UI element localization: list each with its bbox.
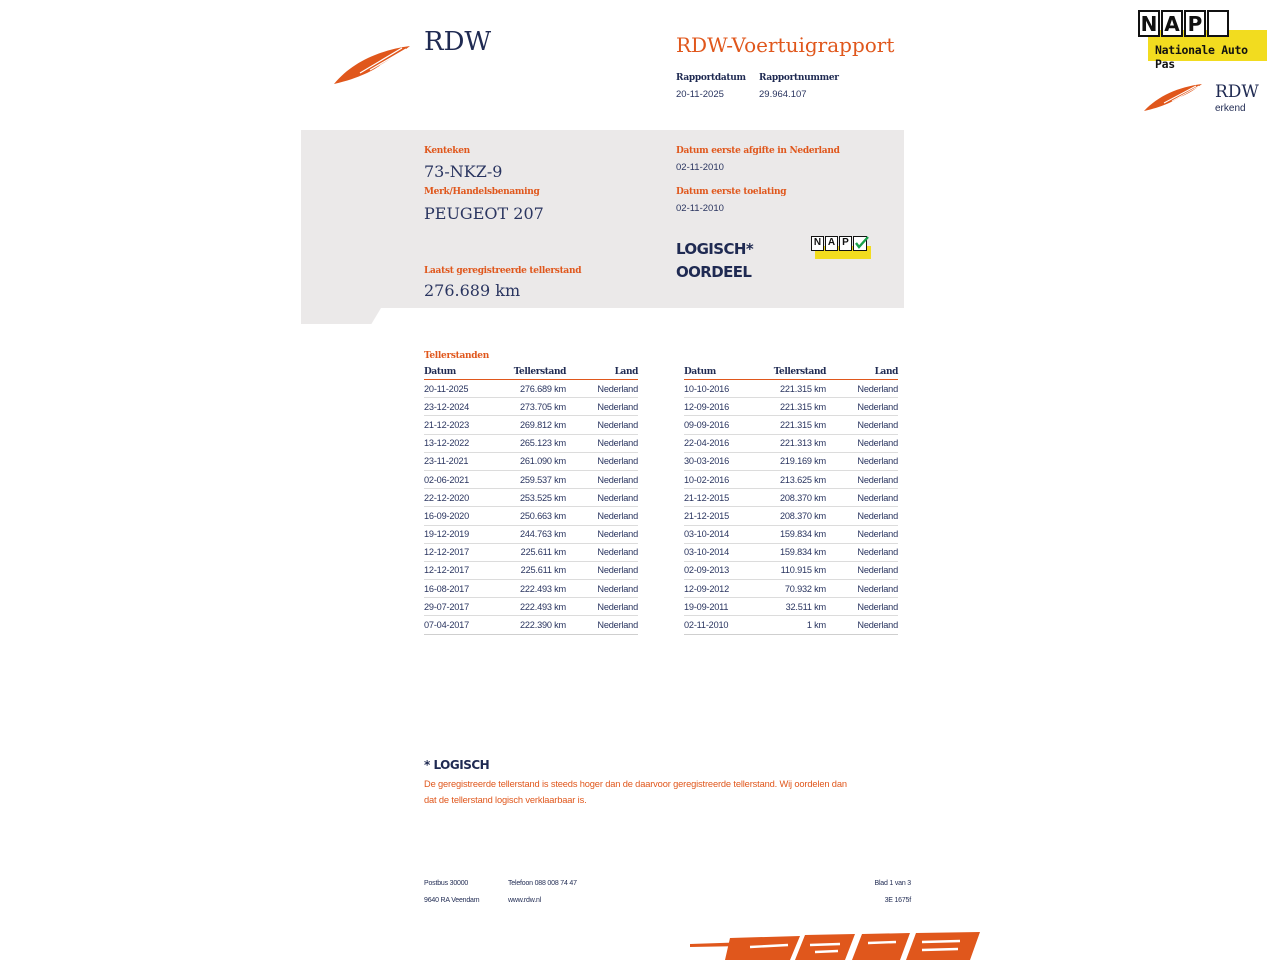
col-km-header: Tellerstand (498, 366, 566, 380)
table-row (684, 580, 898, 598)
reading-date: 30-03-2016 (684, 452, 758, 470)
table-row (684, 561, 898, 579)
reading-country: Nederland (566, 416, 638, 434)
reading-km: 222.493 km (498, 598, 566, 616)
nap-tagline: Nationale Auto Pas (1155, 43, 1248, 71)
reading-country: Nederland (826, 543, 898, 561)
reading-km: 269.812 km (498, 416, 566, 434)
reading-date: 03-10-2014 (684, 525, 758, 543)
nap-letter-p: P (1184, 10, 1206, 37)
reading-date: 09-09-2016 (684, 416, 758, 434)
nap-badge-letter-a: A (825, 236, 838, 251)
reading-km: 208.370 km (758, 507, 826, 525)
reading-km: 225.611 km (498, 561, 566, 579)
table-row (684, 616, 898, 634)
plate-value: 73-NKZ-9 (424, 162, 503, 181)
reading-km: 261.090 km (498, 452, 566, 470)
reading-country: Nederland (566, 452, 638, 470)
reading-km: 221.315 km (758, 398, 826, 416)
reading-date: 13-12-2022 (424, 434, 498, 452)
reading-country: Nederland (566, 434, 638, 452)
reading-km: 222.390 km (498, 616, 566, 634)
nap-check-badge (811, 236, 871, 260)
nap-badge-letter-n: N (811, 236, 824, 251)
reading-km: 273.705 km (498, 398, 566, 416)
reading-km: 222.493 km (498, 580, 566, 598)
reading-km: 259.537 km (498, 470, 566, 488)
reading-country: Nederland (826, 398, 898, 416)
plate-label: Kenteken (424, 146, 470, 156)
readings-table-left (424, 366, 638, 635)
reading-date: 20-11-2025 (424, 380, 498, 398)
reading-date: 22-04-2016 (684, 434, 758, 452)
col-km-header: Tellerstand (758, 366, 826, 380)
report-title: RDW-Voertuigrapport (676, 33, 895, 57)
table-row (684, 598, 898, 616)
reading-date: 10-10-2016 (684, 380, 758, 398)
report-number: 29.964.107 (759, 89, 807, 100)
table-row (684, 452, 898, 470)
report-date: 20-11-2025 (676, 89, 724, 100)
reading-km: 1 km (758, 616, 826, 634)
col-country-header: Land (826, 366, 898, 380)
reading-country: Nederland (566, 507, 638, 525)
reading-date: 03-10-2014 (684, 543, 758, 561)
reading-km: 253.525 km (498, 489, 566, 507)
reading-km: 208.370 km (758, 489, 826, 507)
rdw-feather-logo (330, 40, 414, 88)
reading-country: Nederland (826, 434, 898, 452)
reading-date: 21-12-2023 (424, 416, 498, 434)
rdw-erkend-feather-icon (1142, 80, 1204, 114)
reading-date: 23-11-2021 (424, 452, 498, 470)
reading-date: 19-12-2019 (424, 525, 498, 543)
readings-title: Tellerstanden (424, 351, 489, 361)
reading-date: 21-12-2015 (684, 489, 758, 507)
reading-country: Nederland (566, 543, 638, 561)
reading-country: Nederland (566, 380, 638, 398)
rdw-erkend-brand: RDW (1215, 82, 1259, 102)
table-row (424, 543, 638, 561)
table-row (684, 470, 898, 488)
brand-name: RDW (424, 27, 492, 57)
table-row (424, 507, 638, 525)
reading-date: 02-09-2013 (684, 561, 758, 579)
reading-country: Nederland (826, 489, 898, 507)
table-row (424, 489, 638, 507)
report-date-label: Rapportdatum (676, 73, 746, 83)
table-row (684, 489, 898, 507)
table-row (684, 434, 898, 452)
verdict-line1: LOGISCH* (676, 240, 754, 258)
table-row (684, 380, 898, 398)
footer-address2: 9640 RA Veendam (424, 897, 480, 904)
reading-km: 159.834 km (758, 525, 826, 543)
reading-country: Nederland (566, 489, 638, 507)
reading-km: 110.915 km (758, 561, 826, 579)
last-km-label: Laatst geregistreerde tellerstand (424, 266, 582, 276)
table-row (424, 416, 638, 434)
reading-km: 219.169 km (758, 452, 826, 470)
reading-country: Nederland (566, 561, 638, 579)
reading-country: Nederland (566, 470, 638, 488)
reading-km: 221.315 km (758, 416, 826, 434)
note-title: * LOGISCH (424, 758, 490, 772)
make-label: Merk/Handelsbenaming (424, 187, 540, 197)
reading-date: 23-12-2024 (424, 398, 498, 416)
reading-km: 70.932 km (758, 580, 826, 598)
decorative-stripes (690, 930, 990, 960)
reading-date: 02-11-2010 (684, 616, 758, 634)
reading-country: Nederland (566, 398, 638, 416)
table-row (424, 434, 638, 452)
table-row (424, 470, 638, 488)
footer-phone: Telefoon 088 008 74 47 (508, 880, 577, 887)
reading-country: Nederland (826, 416, 898, 434)
vehicle-card-tail (301, 308, 381, 324)
reading-km: 250.663 km (498, 507, 566, 525)
report-number-label: Rapportnummer (759, 73, 839, 83)
table-row (424, 525, 638, 543)
reading-country: Nederland (826, 452, 898, 470)
reading-date: 29-07-2017 (424, 598, 498, 616)
note-text-line1: De geregistreerde tellerstand is steeds hoger dan de daarvoor geregistreerde tellerstand. Wij oordelen dan (424, 779, 847, 789)
table-row (424, 598, 638, 616)
table-row (684, 525, 898, 543)
table-row (684, 543, 898, 561)
reading-km: 225.611 km (498, 543, 566, 561)
verdict-line2: OORDEEL (676, 263, 752, 281)
reading-date: 12-12-2017 (424, 543, 498, 561)
reading-date: 07-04-2017 (424, 616, 498, 634)
footer-code: 3E 1675f (884, 897, 911, 904)
table-row (424, 398, 638, 416)
reading-country: Nederland (826, 561, 898, 579)
reading-country: Nederland (566, 580, 638, 598)
reading-country: Nederland (566, 616, 638, 634)
col-country-header: Land (566, 366, 638, 380)
reading-country: Nederland (826, 598, 898, 616)
reading-country: Nederland (826, 580, 898, 598)
first-nl-value: 02-11-2010 (676, 162, 724, 173)
table-row (684, 416, 898, 434)
table-row (684, 398, 898, 416)
reading-date: 12-09-2012 (684, 580, 758, 598)
vehicle-card (301, 130, 904, 308)
reading-country: Nederland (826, 507, 898, 525)
table-row (424, 380, 638, 398)
reading-km: 244.763 km (498, 525, 566, 543)
readings-table-right (684, 366, 898, 635)
nap-letter-a: A (1161, 10, 1183, 37)
reading-country: Nederland (826, 470, 898, 488)
reading-km: 221.315 km (758, 380, 826, 398)
reading-country: Nederland (566, 598, 638, 616)
reading-km: 265.123 km (498, 434, 566, 452)
nap-logo (1138, 8, 1268, 71)
reading-country: Nederland (826, 380, 898, 398)
nap-badge-letter-p: P (839, 236, 852, 251)
table-row (684, 507, 898, 525)
table-row (424, 452, 638, 470)
reading-date: 21-12-2015 (684, 507, 758, 525)
last-km-value: 276.689 km (424, 281, 521, 300)
reading-date: 12-09-2016 (684, 398, 758, 416)
reading-km: 276.689 km (498, 380, 566, 398)
make-value: PEUGEOT 207 (424, 204, 544, 223)
first-nl-label: Datum eerste afgifte in Nederland (676, 146, 840, 156)
reading-date: 16-09-2020 (424, 507, 498, 525)
footer-page: Blad 1 van 3 (874, 880, 911, 887)
reading-km: 213.625 km (758, 470, 826, 488)
table-row (424, 616, 638, 634)
footer-website: www.rdw.nl (508, 897, 542, 904)
col-date-header: Datum (424, 366, 498, 380)
reading-date: 10-02-2016 (684, 470, 758, 488)
reading-country: Nederland (566, 525, 638, 543)
footer-address1: Postbus 30000 (424, 880, 469, 887)
nap-blank-box (1207, 10, 1229, 37)
table-row (424, 561, 638, 579)
reading-country: Nederland (826, 525, 898, 543)
rdw-erkend-sub: erkend (1215, 103, 1246, 114)
nap-letter-n: N (1138, 10, 1160, 37)
first-admission-label: Datum eerste toelating (676, 187, 787, 197)
check-icon (853, 236, 869, 251)
col-date-header: Datum (684, 366, 758, 380)
reading-date: 22-12-2020 (424, 489, 498, 507)
reading-km: 221.313 km (758, 434, 826, 452)
reading-date: 16-08-2017 (424, 580, 498, 598)
reading-country: Nederland (826, 616, 898, 634)
reading-km: 159.834 km (758, 543, 826, 561)
reading-km: 32.511 km (758, 598, 826, 616)
note-text-line2: dat de tellerstand logisch verklaarbaar is. (424, 795, 587, 805)
reading-date: 12-12-2017 (424, 561, 498, 579)
reading-date: 19-09-2011 (684, 598, 758, 616)
table-row (424, 580, 638, 598)
first-admission-value: 02-11-2010 (676, 203, 724, 214)
reading-date: 02-06-2021 (424, 470, 498, 488)
